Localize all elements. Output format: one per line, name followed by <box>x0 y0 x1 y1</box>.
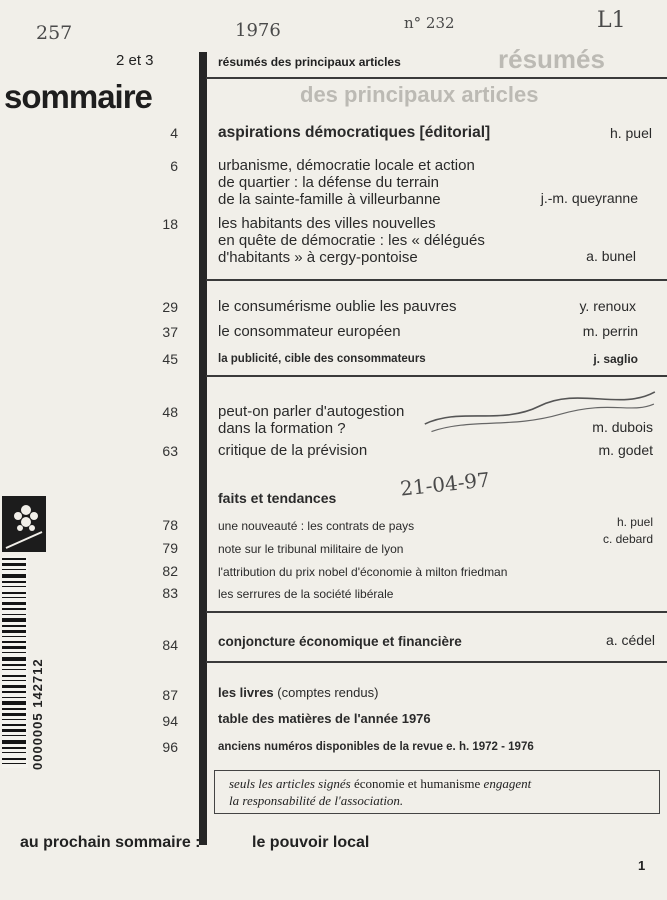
barcode-number: 0000005 142712 <box>30 658 45 770</box>
barcode-bar <box>2 652 26 653</box>
divider <box>206 661 667 663</box>
footer-topic: le pouvoir local <box>252 834 370 851</box>
entry-page: 87 <box>162 687 178 703</box>
page-number: 1 <box>638 858 646 873</box>
entry-page: 83 <box>162 585 178 601</box>
barcode-bar <box>2 602 26 605</box>
barcode-bar <box>2 563 26 566</box>
entry-title-line: peut-on parler d'autogestion <box>218 403 405 420</box>
barcode-bar <box>2 719 26 720</box>
entry-page: 18 <box>162 216 178 232</box>
handwritten-year: 1976 <box>235 20 281 41</box>
entry-title: le consommateur européen <box>218 323 401 340</box>
entry-page: 78 <box>162 517 178 533</box>
barcode-bar <box>2 614 26 615</box>
bleed-through-text: résumés <box>498 44 605 74</box>
publisher-logo <box>2 496 46 552</box>
entry-author: j. saglio <box>593 352 638 366</box>
entry-title: note sur le tribunal militaire de lyon <box>218 542 404 556</box>
barcode-bar <box>2 697 26 698</box>
entry-page: 6 <box>170 158 178 174</box>
entry-author: c. debard <box>602 532 653 546</box>
bleed-through-text: des principaux articles <box>300 82 539 107</box>
entry-author: m. dubois <box>592 419 653 435</box>
handwritten-ref: 257 <box>36 22 73 44</box>
barcode-bar <box>2 669 26 670</box>
entry-title-line: urbanisme, démocratie locale et action <box>218 157 475 174</box>
entry-author: j.-m. queyranne <box>540 190 638 206</box>
barcode-bar <box>2 675 26 677</box>
entry-title-line: en quête de démocratie : les « délégués <box>218 232 485 249</box>
entry-author: h. puel <box>609 125 652 141</box>
barcode-bar <box>2 618 26 622</box>
header-pages: 2 et 3 <box>116 52 154 69</box>
notice-text: engagent <box>483 776 532 791</box>
entry-author: m. godet <box>598 442 653 458</box>
barcode-bar <box>2 724 26 726</box>
entry-page: 96 <box>162 739 178 755</box>
entry-title-bold: les livres <box>218 685 274 700</box>
barcode-bar <box>2 685 26 688</box>
notice-box <box>214 770 660 814</box>
entry-page: 82 <box>162 563 178 579</box>
barcode-bar <box>2 558 26 560</box>
entry-title: les serrures de la société libérale <box>218 587 394 601</box>
barcode-bar <box>2 758 26 760</box>
barcode-bar <box>2 630 26 633</box>
barcode-bar <box>2 625 26 627</box>
entry-title-line: d'habitants » à cergy-pontoise <box>218 249 418 266</box>
entry-title-line: dans la formation ? <box>218 420 346 437</box>
header-label: résumés des principaux articles <box>218 55 401 69</box>
entry-title: critique de la prévision <box>218 442 368 459</box>
entry-page: 29 <box>162 299 178 315</box>
barcode-bar <box>2 581 26 583</box>
notice-text: seuls les articles signés <box>229 776 351 791</box>
barcode-bar <box>2 680 26 681</box>
entry-author: y. renoux <box>579 298 636 314</box>
barcode-bar <box>2 646 26 649</box>
barcode-bar <box>2 729 26 732</box>
barcode-bar <box>2 691 26 693</box>
handwritten-corner: L1 <box>597 8 626 33</box>
entry-title: conjoncture économique et financière <box>218 634 462 649</box>
entry-author: a. cédel <box>605 632 655 648</box>
barcode-bar <box>2 592 26 594</box>
entry-title: l'attribution du prix nobel d'économie à milton friedman <box>218 565 508 579</box>
barcode-bar <box>2 608 26 610</box>
barcode-bar <box>2 752 26 753</box>
entry-page: 4 <box>170 125 178 141</box>
barcode-bar <box>2 636 26 637</box>
vertical-rule <box>199 52 207 845</box>
barcode-bar <box>2 740 26 744</box>
divider <box>206 375 667 377</box>
entry-author: h. puel <box>616 515 653 529</box>
entry-title-line: les habitants des villes nouvelles <box>218 215 436 232</box>
entry-page: 84 <box>162 637 178 653</box>
entry-page: 94 <box>162 713 178 729</box>
entry-author: m. perrin <box>582 323 638 339</box>
barcode-bar <box>2 657 26 661</box>
entry-page: 48 <box>162 404 178 420</box>
entry-title: aspirations démocratiques [éditorial] <box>218 124 491 141</box>
entry-title: table des matières de l'année 1976 <box>218 711 431 726</box>
entry-title: le consumérisme oublie les pauvres <box>218 298 457 315</box>
divider <box>206 611 667 613</box>
barcode-bar <box>2 664 26 666</box>
notice-brand: économie et humanisme <box>353 776 481 791</box>
entry-title: la publicité, cible des consommateurs <box>218 353 426 365</box>
entry-title: une nouveauté : les contrats de pays <box>218 519 415 533</box>
entry-page: 63 <box>162 443 178 459</box>
footer-label: au prochain sommaire : <box>20 834 201 851</box>
entry-title: anciens numéros disponibles de la revue e. h. 1972 - 1976 <box>218 741 534 753</box>
entry-title-line: de la sainte-famille à villeurbanne <box>218 191 441 208</box>
barcode <box>2 556 28 768</box>
entry-title-suffix: (comptes rendus) <box>277 685 379 700</box>
entry-author: a. bunel <box>586 248 636 264</box>
barcode-bar <box>2 569 26 570</box>
entry-title <box>218 684 378 701</box>
entry-title-line: de quartier : la défense du terrain <box>218 174 439 191</box>
barcode-bar <box>2 586 26 587</box>
divider <box>206 77 667 79</box>
barcode-bar <box>2 735 26 736</box>
entry-page: 45 <box>162 351 178 367</box>
barcode-bar <box>2 641 26 643</box>
barcode-bar <box>2 713 26 716</box>
barcode-bar <box>2 597 26 598</box>
barcode-bar <box>2 708 26 710</box>
handwritten-date: 21-04-97 <box>398 467 491 501</box>
section-heading: faits et tendances <box>218 490 337 506</box>
handwritten-number: n° 232 <box>404 14 455 32</box>
barcode-bar <box>2 701 26 705</box>
divider <box>206 279 667 281</box>
entry-page: 79 <box>162 540 178 556</box>
barcode-bar <box>2 747 26 749</box>
entry-page: 37 <box>162 324 178 340</box>
barcode-bar <box>2 763 26 764</box>
notice-text: la responsabilité de l'association. <box>229 793 404 808</box>
barcode-bar <box>2 574 26 578</box>
page-title: sommaire <box>4 78 152 115</box>
